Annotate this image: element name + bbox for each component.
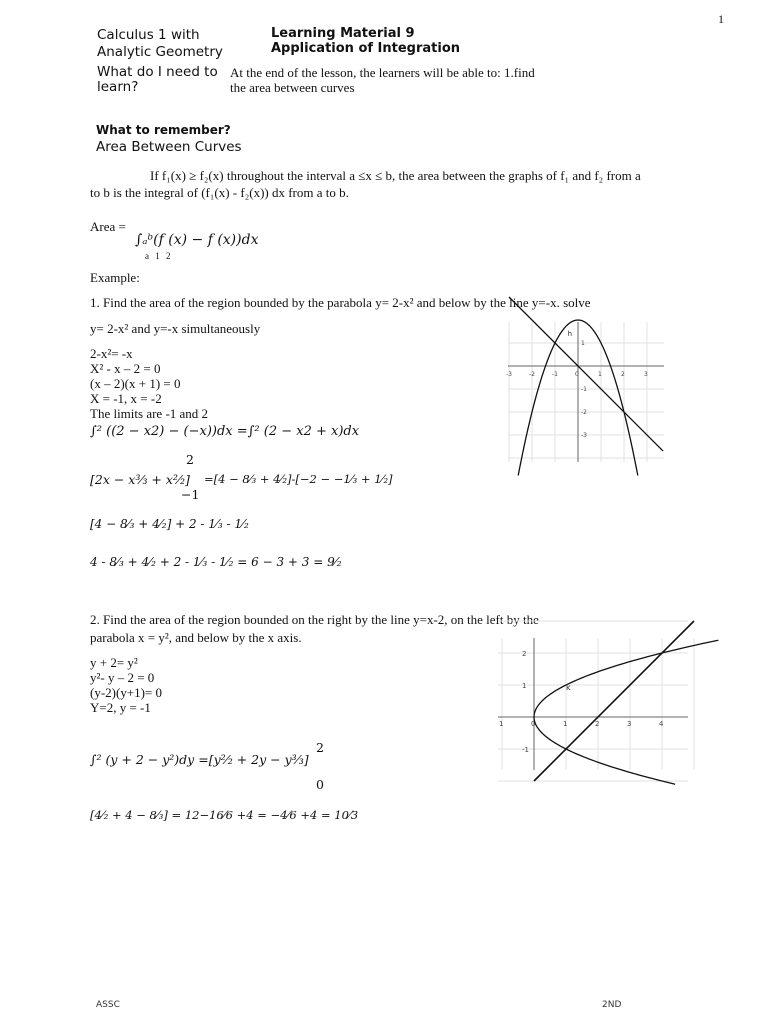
question-line1: What do I need to (97, 64, 218, 80)
example1-line-a: [4 − 8⁄₃ + 4⁄₂] + 2 - 1⁄₃ - 1⁄₂ (90, 517, 249, 531)
learning-material-title: Learning Material 9 (271, 26, 415, 41)
example1-problem-line2: y= 2-x² and y=-x simultaneously (90, 321, 261, 336)
y-tick-label: 1 (522, 682, 527, 690)
example1-evaluation: =[4 − 8⁄₃ + 4⁄₂]-[−2 − −1⁄₃ + 1⁄₂] (204, 472, 393, 486)
example-label: Example: (90, 270, 140, 285)
course-name-line1: Calculus 1 with (97, 27, 200, 43)
example2-step: (y-2)(y+1)= 0 (90, 685, 163, 700)
area-formula: ∫ₐᵇ(f (x) − f (x))dx (135, 232, 259, 248)
x-tick-label: 0 (575, 371, 579, 378)
example2-upper-limit: 2 (316, 740, 324, 755)
example1-step: X² - x – 2 = 0 (90, 361, 161, 376)
example1-upper-limit: 2 (186, 452, 194, 467)
graph-parabola-line-1 (508, 322, 664, 462)
example2-problem-line2: parabola x = y², and below by the x axis. (90, 630, 302, 645)
curve-label-h: h (567, 330, 573, 339)
example1-step: The limits are -1 and 2 (90, 406, 209, 421)
x-tick-label: 3 (644, 371, 648, 378)
learning-material-subtitle: Application of Integration (271, 41, 461, 56)
area-formula-subscripts: a 1 2 (145, 251, 173, 261)
example2-result: [4⁄₂ + 4 − 8⁄₃] = 12−16⁄6 +4 = −4⁄6 +4 = 10⁄3 (90, 808, 359, 822)
footer-left: ASSC (96, 1000, 120, 1010)
example1-problem-line1: 1. Find the area of the region bounded by the parabola y= 2-x² and below by the line y=-x. solve (90, 295, 591, 310)
example2-lower-limit: 0 (316, 777, 324, 792)
y-tick-label: -1 (522, 746, 529, 754)
example1-integral: ∫² ((2 − x2) − (−x))dx =∫² (2 − x2 + x)dx (90, 424, 360, 439)
objective-line2: the area between curves (230, 80, 355, 95)
y-tick-label: 1 (581, 340, 585, 347)
example1-antiderivative: [2x − x³⁄₃ + x²⁄₂] (90, 472, 190, 487)
question-line2: learn? (97, 79, 139, 95)
section-heading: What to remember? (96, 123, 231, 137)
example2-integral: ∫² (y + 2 − y²)dy =[y²⁄₂ + 2y − y³⁄₃] (90, 752, 309, 767)
page-number: 1 (718, 12, 724, 26)
example2-step: y + 2= y² (90, 655, 138, 670)
example1-step: 2-x²= -x (90, 346, 133, 361)
course-name-line2: Analytic Geometry (97, 44, 223, 60)
x-tick-label: 1 (598, 371, 602, 378)
intro-line2: to b is the integral of (f₁(x) - f₂(x)) dx from a to b. (90, 185, 349, 200)
graph-parabola-line-2 (498, 638, 688, 770)
y-tick-label: 2 (522, 650, 527, 658)
x-tick-label: 2 (595, 720, 600, 728)
objective-line1: At the end of the lesson, the learners will be able to: 1.find (230, 65, 535, 80)
x-tick-label: 3 (627, 720, 632, 728)
x-tick-label: -2 (529, 371, 535, 378)
section-topic: Area Between Curves (96, 139, 242, 155)
x-tick-label: 0 (531, 720, 536, 728)
x-tick-label: 2 (621, 371, 625, 378)
y-tick-label: -1 (581, 386, 587, 393)
x-tick-label: 4 (659, 720, 664, 728)
example1-step: X = -1, x = -2 (90, 391, 162, 406)
example2-step: Y=2, y = -1 (90, 700, 151, 715)
area-label: Area = (90, 219, 126, 234)
x-tick-label: -1 (552, 371, 558, 378)
example2-problem-line1: 2. Find the area of the region bounded on the right by the line y=x-2, on the left by the (90, 612, 539, 627)
y-tick-label: -3 (581, 432, 587, 439)
footer-right: 2ND (602, 1000, 622, 1010)
intro-line1: If f₁(x) ≥ f₂(x) throughout the interval a ≤x ≤ b, the area between the graphs of f₁ and f₂ from a (150, 168, 641, 183)
curve-label-k: k (566, 682, 571, 692)
example1-lower-limit: −1 (181, 487, 200, 502)
x-tick-label: -3 (506, 371, 512, 378)
y-tick-label: -2 (581, 409, 587, 416)
x-tick-label: 1 (563, 720, 568, 728)
example2-step: y²- y – 2 = 0 (90, 670, 155, 685)
x-tick-label: 1 (499, 720, 504, 728)
example1-step: (x – 2)(x + 1) = 0 (90, 376, 181, 391)
example1-line-b: 4 - 8⁄₃ + 4⁄₂ + 2 - 1⁄₃ - 1⁄₂ = 6 − 3 + 3 = 9⁄₂ (90, 555, 342, 569)
